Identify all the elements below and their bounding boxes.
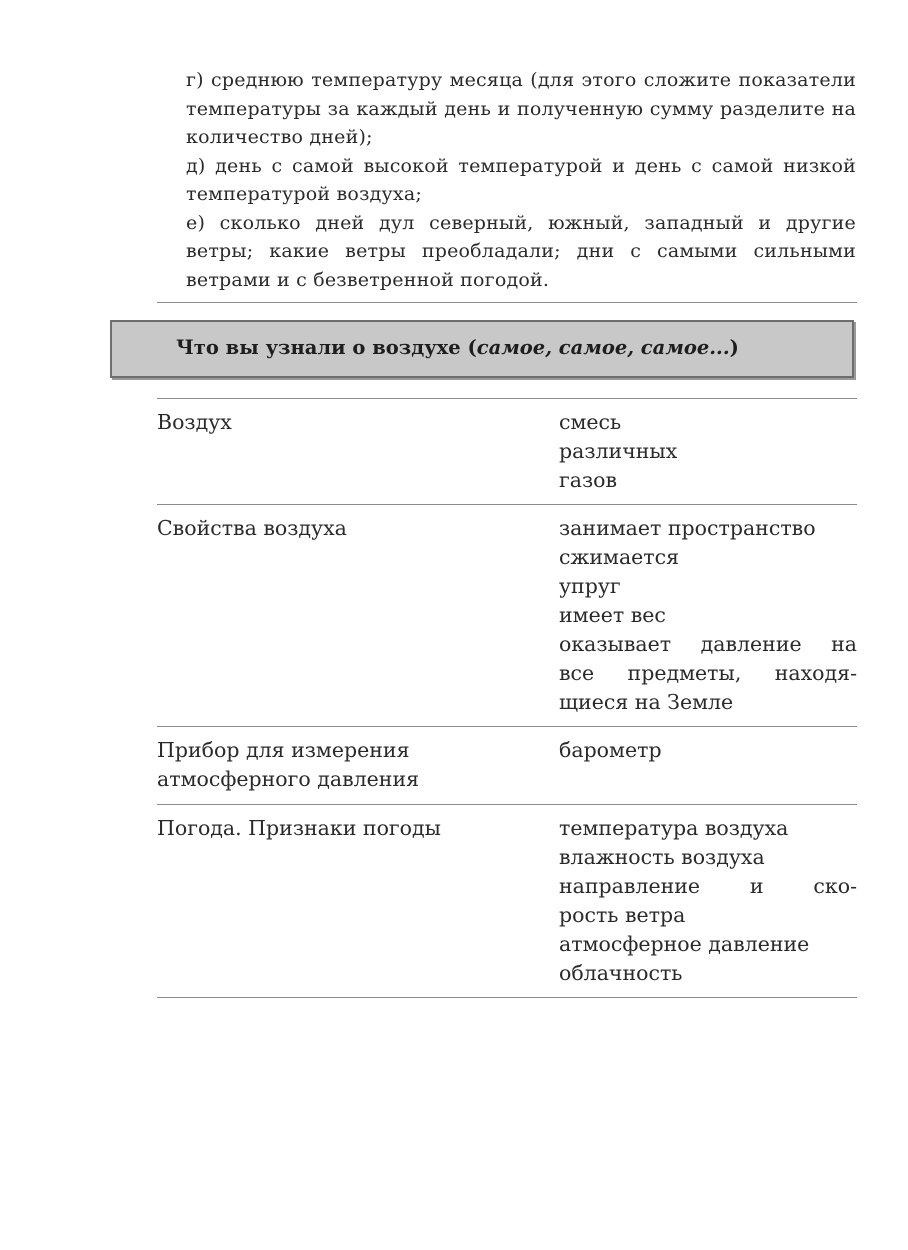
- definition-line: занимает пространство: [559, 516, 816, 540]
- term-line: Погода. Признаки погоды: [157, 816, 441, 840]
- summary-title: [176, 336, 739, 359]
- summary-table: [157, 398, 857, 998]
- term-line: атмосферного давления: [157, 767, 420, 791]
- definition-line: оказывает давление на: [559, 632, 857, 656]
- definition-cell: [559, 814, 857, 988]
- term-line: Свойства воздуха: [157, 516, 347, 540]
- term-line: Прибор для измерения: [157, 738, 410, 762]
- definition-line: барометр: [559, 738, 662, 762]
- table-row: [157, 726, 857, 804]
- definition-line: влажность воздуха: [559, 845, 765, 869]
- assignment-list: [186, 66, 856, 294]
- table-row: [157, 504, 857, 726]
- term-cell: [157, 736, 537, 794]
- definition-cell: [559, 514, 857, 717]
- definition-line: температура воздуха: [559, 816, 789, 840]
- table-row: [157, 804, 857, 998]
- term-cell: [157, 514, 537, 543]
- summary-title-emphasis: самое, самое, самое...: [476, 336, 730, 359]
- definition-line: имеет вес: [559, 603, 666, 627]
- term-cell: [157, 814, 537, 843]
- assignment-item-g: г) среднюю температуру месяца (для этого сложите показатели температуры за каждый день и полученную сумму разделите на количество дней);: [186, 69, 856, 148]
- summary-banner: [110, 320, 854, 378]
- section-divider: [157, 302, 857, 303]
- assignment-item-e: е) сколько дней дул северный, южный, западный и другие ветры; какие ветры преобладали; дни с самыми сильными ветрами и с безветренной погодой.: [186, 211, 856, 291]
- definition-line: упруг: [559, 574, 621, 598]
- definition-line: сжимается: [559, 545, 680, 569]
- summary-title-close: ): [729, 336, 739, 359]
- definition-line: направление и ско-: [559, 874, 857, 898]
- definition-line: щиеся на Земле: [559, 690, 734, 714]
- definition-cell: [559, 736, 857, 765]
- term-line: Воздух: [157, 410, 232, 434]
- definition-line: рость ветра: [559, 903, 686, 927]
- definition-line: различных: [559, 439, 678, 463]
- assignment-item-d: д) день с самой высокой температурой и день с самой низкой температурой воздуха;: [186, 154, 856, 205]
- definition-cell: [559, 408, 857, 495]
- definition-line: смесь: [559, 410, 622, 434]
- definition-line: газов: [559, 468, 618, 492]
- summary-title-text: Что вы узнали о воздухе (: [176, 336, 477, 359]
- definition-line: атмосферное давление: [559, 932, 810, 956]
- term-cell: [157, 408, 537, 437]
- table-row: [157, 398, 857, 504]
- definition-line: облачность: [559, 961, 683, 985]
- definition-line: все предметы, находя-: [559, 661, 857, 685]
